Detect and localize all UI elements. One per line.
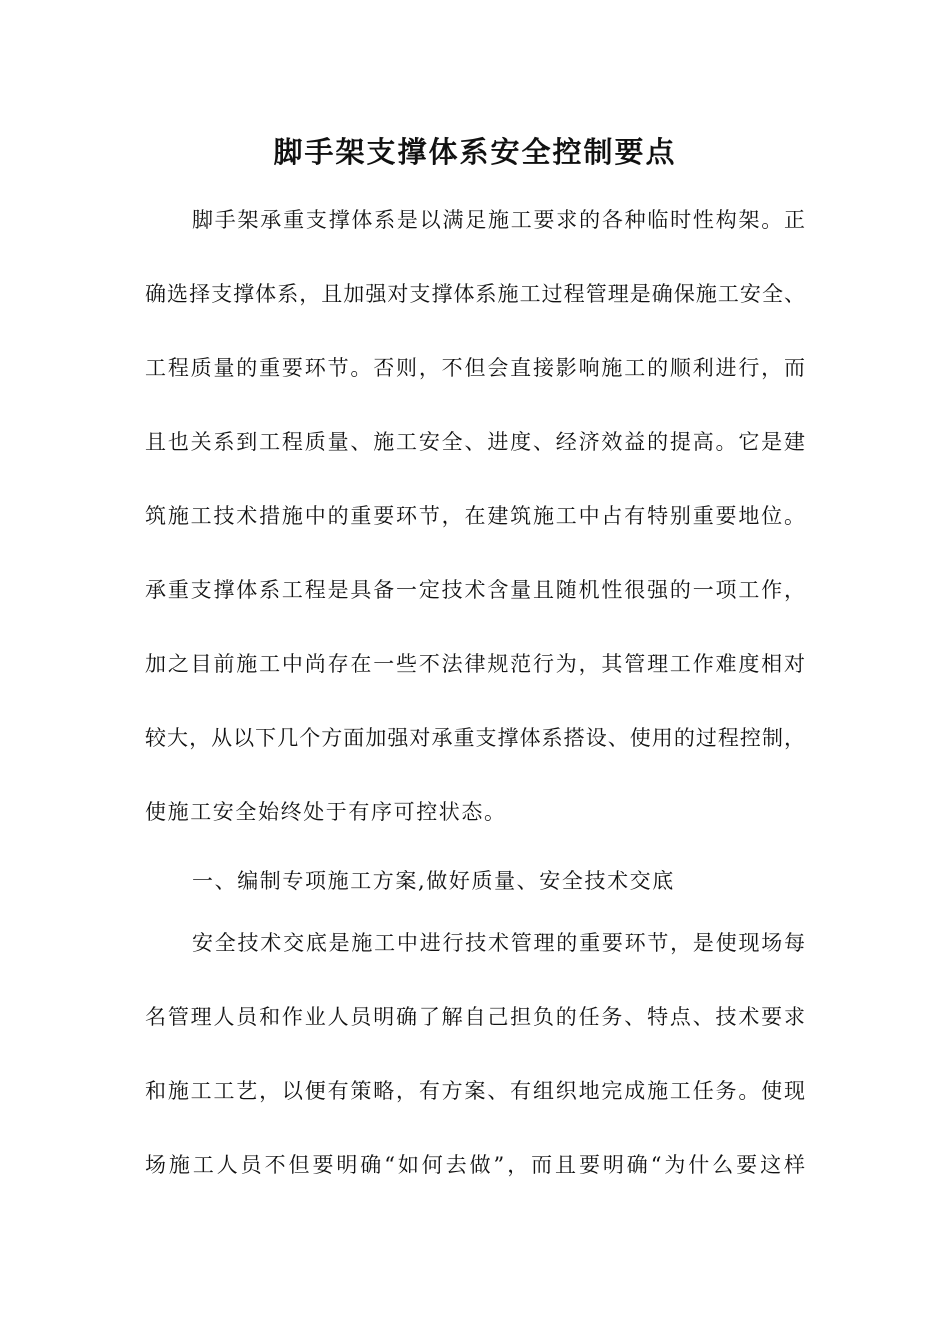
body-line-3: 工程质量的重要环节。否则，不但会直接影响施工的顺利进行，而 xyxy=(145,356,805,380)
body-line-9: 使施工安全始终处于有序可控状态。 xyxy=(145,800,507,824)
section-heading-1: 一、编制专项施工方案,做好质量、安全技术交底 xyxy=(192,869,675,893)
body-line-12: 和施工工艺，以便有策略，有方案、有组织地完成施工任务。使现 xyxy=(145,1079,805,1103)
body-line-13: 场施工人员不但要明确“如何去做”，而且要明确“为什么要这样 xyxy=(145,1153,805,1177)
body-line-11: 名管理人员和作业人员明确了解自己担负的任务、特点、技术要求 xyxy=(145,1005,805,1029)
body-line-10: 安全技术交底是施工中进行技术管理的重要环节，是使现场每 xyxy=(192,931,805,955)
document-title: 脚手架支撑体系安全控制要点 xyxy=(273,135,677,169)
body-line-8: 较大，从以下几个方面加强对承重支撑体系搭设、使用的过程控制， xyxy=(145,726,805,750)
body-line-1: 脚手架承重支撑体系是以满足施工要求的各种临时性构架。正 xyxy=(192,208,805,232)
body-line-6: 承重支撑体系工程是具备一定技术含量且随机性很强的一项工作， xyxy=(145,578,805,602)
body-line-5: 筑施工技术措施中的重要环节，在建筑施工中占有特别重要地位。 xyxy=(145,504,805,528)
body-line-4: 且也关系到工程质量、施工安全、进度、经济效益的提高。它是建 xyxy=(145,430,805,454)
body-line-2: 确选择支撑体系，且加强对支撑体系施工过程管理是确保施工安全、 xyxy=(145,282,805,306)
body-line-7: 加之目前施工中尚存在一些不法律规范行为，其管理工作难度相对 xyxy=(145,652,805,676)
